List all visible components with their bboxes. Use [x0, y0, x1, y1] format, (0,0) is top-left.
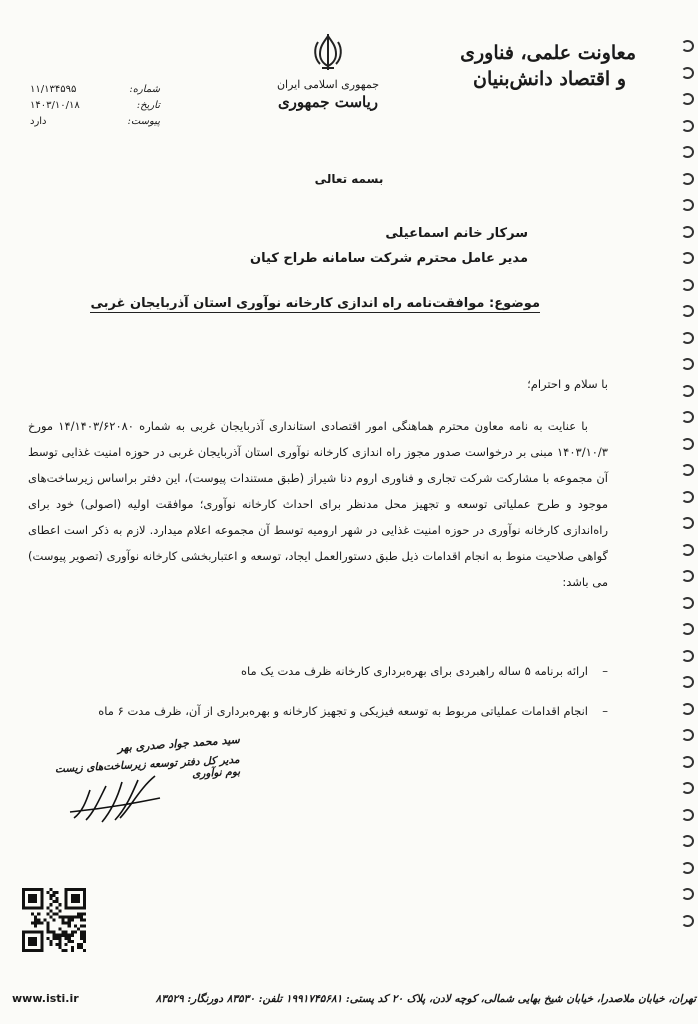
- binder-hole-icon: [681, 146, 694, 158]
- signature-scribble: [60, 768, 170, 828]
- recipient: [250, 221, 528, 271]
- binder-hole-icon: [681, 385, 694, 397]
- binder-hole-icon: [681, 305, 694, 317]
- binder-hole-icon: [681, 650, 694, 662]
- binder-hole-icon: [681, 597, 694, 609]
- meta-date-row: [30, 98, 160, 114]
- action-item: – ارائه برنامه ۵ ساله راهبردی برای بهره‌برداری کارخانه ظرف مدت یک ماه: [28, 662, 608, 680]
- binder-hole-icon: [681, 279, 694, 291]
- iran-emblem-icon: [310, 32, 346, 72]
- letter-meta: [30, 82, 160, 130]
- recipient-title: مدیر عامل محترم شرکت سامانه طراح کیان: [250, 251, 528, 266]
- number-label: شماره:: [129, 84, 160, 95]
- greeting: با سلام و احترام؛: [527, 377, 608, 391]
- binder-hole-icon: [681, 332, 694, 344]
- binder-hole-icon: [681, 40, 694, 52]
- binder-hole-icon: [681, 915, 694, 927]
- signatory-title: مدیر کل دفتر توسعه زیرساخت‌های زیست بوم نوآوری: [54, 753, 241, 781]
- letter-body: [28, 413, 608, 595]
- attachment-value: دارد: [30, 116, 47, 127]
- binder-hole-icon: [681, 544, 694, 556]
- binder-hole-icon: [681, 517, 694, 529]
- binder-hole-icon: [681, 888, 694, 900]
- binder-hole-icon: [681, 438, 694, 450]
- footer: [12, 992, 696, 1005]
- signatory-name: سید محمد جواد صدری بهر: [117, 733, 241, 755]
- action-item: – انجام اقدامات عملیاتی مربوط به توسعه فیزیکی و تجهیز کارخانه و بهره‌برداری از آن، ظرف مدت ۶ ماه: [28, 702, 608, 720]
- binder-hole-icon: [681, 703, 694, 715]
- binder-hole-icon: [681, 411, 694, 423]
- recipient-name: سرکار خانم اسماعیلی: [385, 226, 528, 241]
- republic-label: جمهوری اسلامی ایران: [276, 78, 380, 91]
- binder-hole-icon: [681, 93, 694, 105]
- footer-website: www.isti.ir: [12, 992, 79, 1005]
- action-items: [28, 662, 608, 742]
- qr-code-icon: [22, 888, 86, 952]
- footer-address: تهران، خیابان ملاصدرا، خیابان شیخ بهایی شمالی، کوچه لادن، پلاک ۲۰ کد پستی: ۱۹۹۱۷۴۵۶۸۱ تلفن: ۸۳۵۳۰ دورنگار: ۸۳۵۲۹: [155, 993, 696, 1005]
- letterhead: [258, 32, 398, 111]
- attachment-label: پیوست:: [127, 116, 160, 127]
- bismillah: بسمه تعالی: [314, 172, 384, 186]
- department-line-2: و اقتصاد دانش‌بنیان: [473, 68, 626, 90]
- meta-attachment-row: [30, 114, 160, 130]
- date-label: تاریخ:: [136, 100, 160, 111]
- department-line-1: معاونت علمی، فناوری: [460, 42, 636, 64]
- number-value: ۱۱/۱۳۴۵۹۵: [30, 84, 77, 95]
- body-paragraph: با عنایت به نامه معاون محترم هماهنگی امور اقتصادی استانداری آذربایجان غربی به شماره ۱۴/۱۴۰۳/۶۲۰۸۰ مورخ ۱۴۰۳/۱۰/۳ مبنی بر درخواست صدور مجوز راه اندازی کارخانه نوآوری استان آذربایجان غربی در حوزه امنیت غذایی توسط آن مجموعه با مشارکت شرکت تجاری و فناوری اروم دنا شیراز (طبق مستندات پیوست)، این دفتر براساس زیرساخت‌های موجود و طرح عملیاتی توسعه و تجهیز محل مدنظر برای احداث کارخانه نوآوری؛ موافقت اولیه (اصولی) خود برای راه‌اندازی کارخانه نوآوری در حوزه امنیت غذایی در شهر ارومیه توسط آن مجموعه اعلام میدارد. لازم به ذکر است اعطای گواهی صلاحیت منوط به انجام اقدامات ذیل طبق دستورالعمل ایجاد، توسعه و اعتباربخشی کارخانه نوآوری (تصویر پیوست) می باشد:: [28, 419, 608, 589]
- binder-hole-icon: [681, 252, 694, 264]
- binder-hole-icon: [681, 729, 694, 741]
- subject-label: موضوع:: [489, 296, 540, 311]
- subject-line: [90, 296, 540, 313]
- binder-hole-icon: [681, 756, 694, 768]
- binder-hole-icon: [681, 226, 694, 238]
- presidency-label: ریاست جمهوری: [277, 93, 379, 111]
- meta-number-row: [30, 82, 160, 98]
- binder-hole-icon: [681, 862, 694, 874]
- binder-hole-icon: [681, 120, 694, 132]
- date-value: ۱۴۰۳/۱۰/۱۸: [30, 100, 80, 111]
- binder-hole-icon: [681, 358, 694, 370]
- subject-text: موافقت‌نامه راه اندازی کارخانه نوآوری استان آذربایجان غربی: [90, 296, 485, 311]
- binder-hole-icon: [681, 623, 694, 635]
- binder-hole-icon: [681, 809, 694, 821]
- binder-hole-icon: [681, 67, 694, 79]
- binder-hole-icon: [681, 491, 694, 503]
- binder-hole-icon: [681, 570, 694, 582]
- binder-hole-icon: [681, 782, 694, 794]
- department-name: [460, 40, 636, 92]
- binder-hole-icon: [681, 199, 694, 211]
- binder-hole-icon: [681, 464, 694, 476]
- binder-hole-icon: [681, 676, 694, 688]
- binder-hole-icon: [681, 835, 694, 847]
